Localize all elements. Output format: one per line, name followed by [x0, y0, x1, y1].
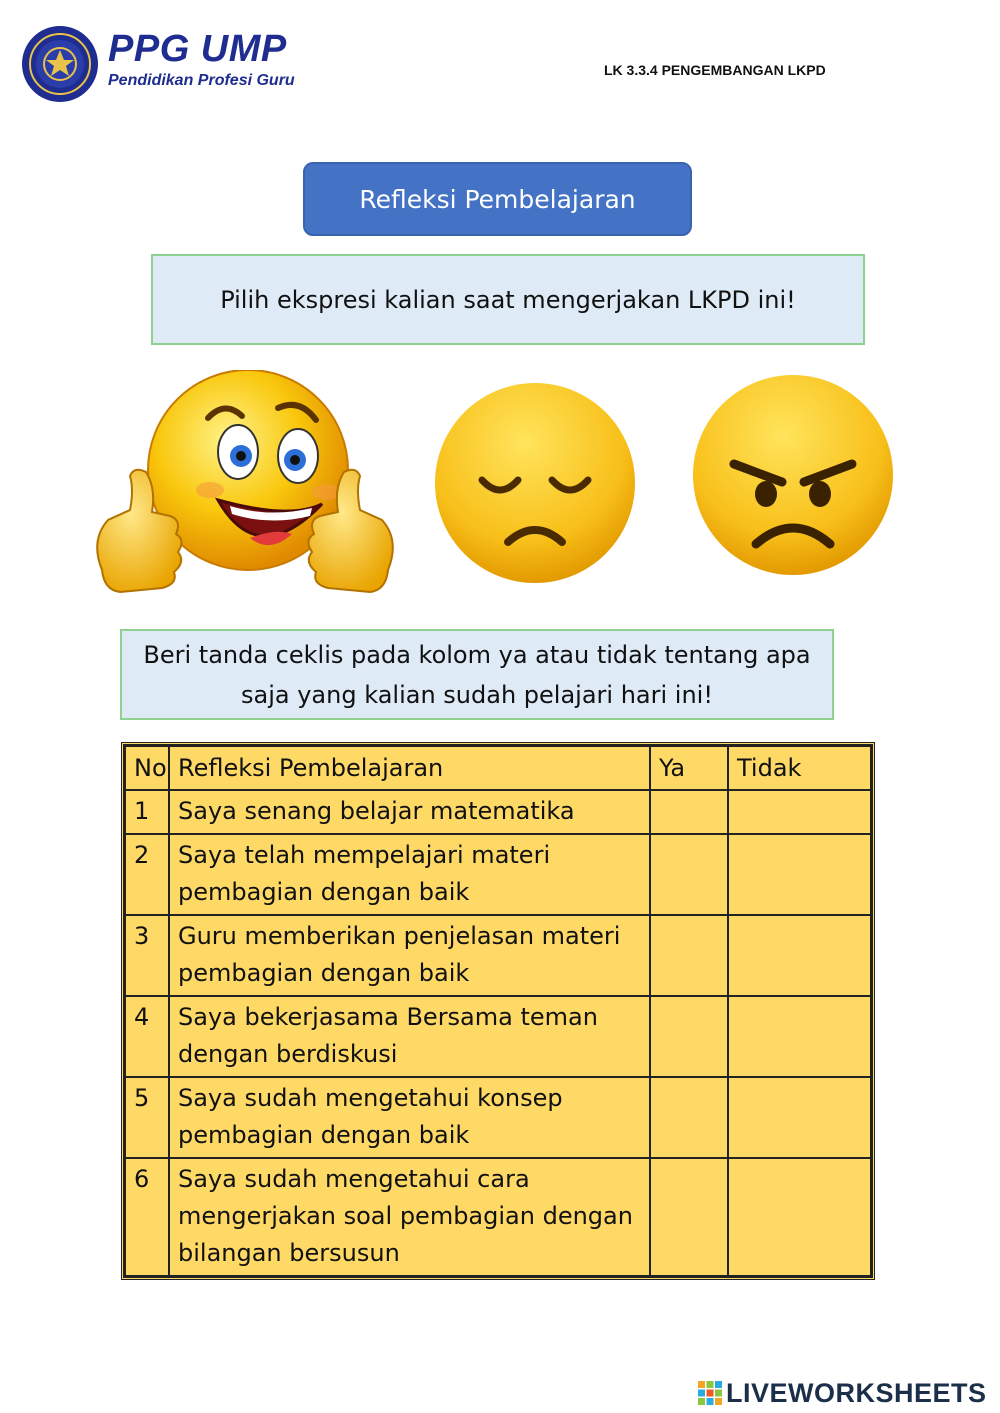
tidak-checkbox-cell[interactable] — [728, 834, 871, 915]
table-row — [125, 834, 871, 915]
header-refleksi: Refleksi Pembelajaran — [169, 746, 650, 790]
row-statement — [169, 996, 650, 1077]
logo-subtitle: Pendidikan Profesi Guru — [108, 72, 295, 89]
tidak-checkbox-cell[interactable] — [728, 790, 871, 834]
logo-title: PPG UMP — [108, 28, 287, 70]
row-statement-line: dengan berdiskusi — [178, 1040, 398, 1068]
row-number: 1 — [125, 790, 169, 834]
row-statement — [169, 790, 650, 834]
row-statement-line: Saya sudah mengetahui konsep — [178, 1084, 563, 1112]
row-statement-line: Saya sudah mengetahui cara — [178, 1165, 530, 1193]
header-ya: Ya — [650, 746, 728, 790]
row-statement-line: Saya telah mempelajari materi — [178, 841, 551, 869]
ya-checkbox-cell[interactable] — [650, 1158, 728, 1276]
tidak-checkbox-cell[interactable] — [728, 1077, 871, 1158]
tidak-checkbox-cell[interactable] — [728, 996, 871, 1077]
tidak-checkbox-cell[interactable] — [728, 1158, 871, 1276]
sad-emoji-icon[interactable] — [432, 380, 638, 586]
ya-checkbox-cell[interactable] — [650, 1077, 728, 1158]
row-statement — [169, 1158, 650, 1276]
row-statement-line: Guru memberikan penjelasan materi — [178, 922, 621, 950]
document-code: LK 3.3.4 PENGEMBANGAN LKPD — [604, 62, 826, 78]
header-tidak: Tidak — [728, 746, 871, 790]
ya-checkbox-cell[interactable] — [650, 996, 728, 1077]
instruction-checklist — [120, 629, 834, 720]
page-title: Refleksi Pembelajaran — [303, 162, 692, 236]
row-statement-line: pembagian dengan baik — [178, 959, 470, 987]
ya-checkbox-cell[interactable] — [650, 834, 728, 915]
instruction-expression-text: Pilih ekspresi kalian saat mengerjakan LKPD ini! — [220, 285, 796, 314]
table-row — [125, 915, 871, 996]
liveworksheets-text: LIVEWORKSHEETS — [726, 1377, 987, 1408]
row-statement-line: mengerjakan soal pembagian dengan — [178, 1202, 633, 1230]
instruction-expression — [151, 254, 865, 345]
header-no: No — [125, 746, 169, 790]
row-number: 3 — [125, 915, 169, 996]
row-number: 2 — [125, 834, 169, 915]
row-statement-line: bilangan bersusun — [178, 1239, 400, 1267]
tidak-checkbox-cell[interactable] — [728, 915, 871, 996]
row-statement-line: pembagian dengan baik — [178, 878, 470, 906]
row-number: 6 — [125, 1158, 169, 1276]
liveworksheets-brand — [698, 1378, 987, 1408]
row-statement — [169, 1077, 650, 1158]
table-row — [125, 1077, 871, 1158]
ppg-ump-logo — [20, 24, 310, 104]
row-statement — [169, 915, 650, 996]
angry-emoji-icon[interactable] — [690, 372, 896, 578]
row-statement-line: pembagian dengan baik — [178, 1121, 470, 1149]
ya-checkbox-cell[interactable] — [650, 915, 728, 996]
row-statement-line: Saya bekerjasama Bersama teman — [178, 1003, 598, 1031]
row-number: 5 — [125, 1077, 169, 1158]
row-number: 4 — [125, 996, 169, 1077]
table-row — [125, 790, 871, 834]
row-statement — [169, 834, 650, 915]
happy-thumbs-up-emoji-icon[interactable] — [90, 370, 400, 615]
table-header-row — [125, 746, 871, 790]
row-statement-line: Saya senang belajar matematika — [178, 797, 575, 825]
instruction-checklist-line-1: Beri tanda ceklis pada kolom ya atau tidak tentang apa — [143, 640, 811, 669]
instruction-checklist-line-2: saja yang kalian sudah pelajari hari ini! — [241, 680, 713, 709]
reflection-table — [121, 742, 875, 1280]
university-seal-icon — [20, 24, 100, 104]
liveworksheets-logo-icon — [698, 1381, 722, 1405]
ya-checkbox-cell[interactable] — [650, 790, 728, 834]
table-row — [125, 996, 871, 1077]
table-row — [125, 1158, 871, 1276]
